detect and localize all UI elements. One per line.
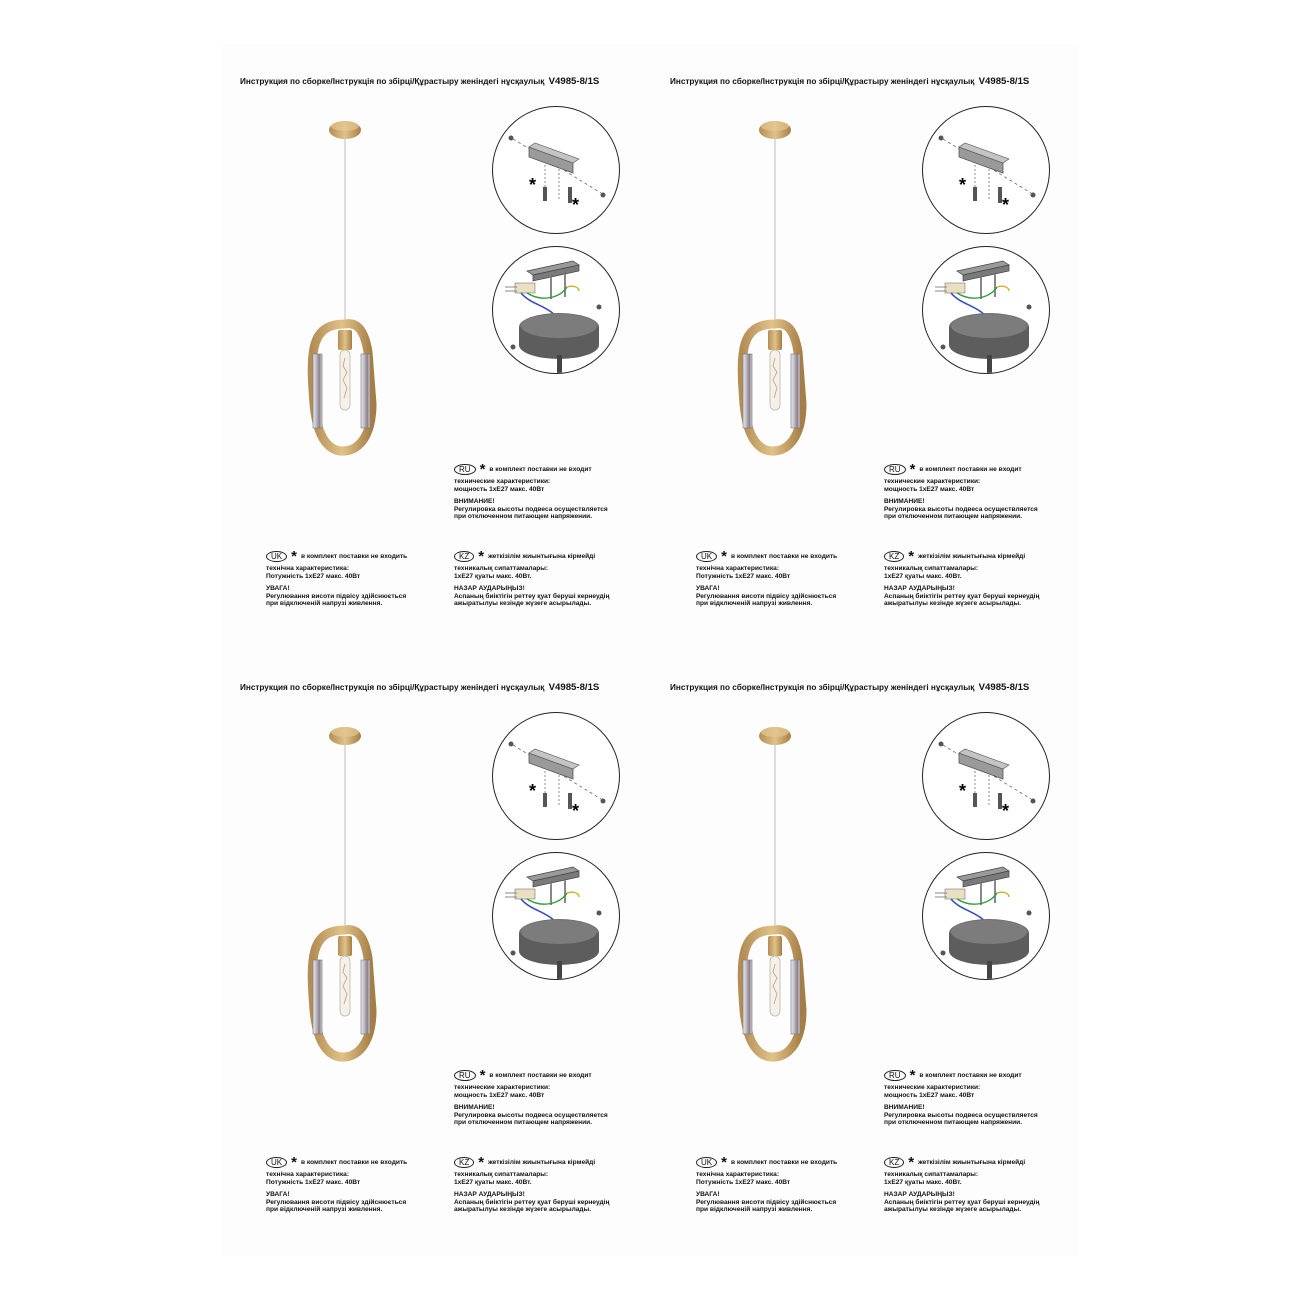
model-code: V4985-8/1S (978, 76, 1030, 87)
model-code: V4985-8/1S (548, 76, 600, 87)
star-marker: * (478, 1153, 485, 1171)
not-included-marker: * (959, 175, 967, 195)
uk-language-badge: UK (266, 1157, 287, 1168)
lamp-socket (338, 936, 352, 956)
ru-section (884, 1066, 1038, 1127)
instruction-panel-4 (652, 650, 1082, 1256)
model-code: V4985-8/1S (548, 682, 600, 693)
not-included-marker: * (1002, 801, 1010, 821)
uk-specs-label: технічна характеристика: (266, 1171, 350, 1178)
not-included-marker: * (529, 781, 537, 801)
kz-section (454, 1153, 610, 1214)
kz-section (884, 1153, 1040, 1214)
star-marker: * (291, 547, 297, 565)
mounting-bracket-diagram (922, 712, 1050, 840)
kz-specs-value: 1хЕ27 қуаты макс. 40Вт. (884, 1178, 962, 1186)
uk-warning-line: при відключеній напрузі живлення. (266, 1206, 383, 1214)
lamp-socket (768, 330, 782, 350)
star-marker: * (909, 460, 916, 478)
star-marker: * (908, 1153, 915, 1171)
bracket-screw (601, 799, 606, 804)
uk-warning-line: Регулювання висоти підвісу здійснюється (266, 1198, 407, 1206)
mounting-bracket-diagram (492, 106, 620, 234)
star-marker: * (721, 1153, 727, 1171)
uk-warning-line: при відключеній напрузі живлення. (696, 600, 813, 608)
ru-warning-title: ВНИМАНИЕ! (454, 498, 495, 506)
uk-warning-title: УВАГА! (696, 1191, 720, 1199)
uk-section (696, 547, 838, 608)
ru-not-included: в комплект поставки не входит (919, 1071, 1022, 1079)
star-marker: * (479, 1066, 486, 1084)
ru-section (454, 1066, 608, 1127)
ru-specs-label: технические характеристики: (884, 478, 981, 485)
pendant-lamp-illustration (302, 720, 402, 1070)
kz-specs-value: 1хЕ27 қуаты макс. 40Вт. (454, 1178, 532, 1186)
crystal-bar-left (743, 354, 752, 428)
terminal-block (945, 889, 965, 899)
uk-language-badge: UK (266, 551, 287, 562)
uk-warning-title: УВАГА! (266, 1191, 290, 1199)
uk-section (266, 1153, 408, 1214)
bracket-screw (601, 193, 606, 198)
uk-warning-title: УВАГА! (696, 585, 720, 593)
uk-not-included: в комплект поставки не входить (300, 1158, 408, 1166)
crystal-bar-left (313, 354, 322, 428)
model-code: V4985-8/1S (978, 682, 1030, 693)
ru-not-included: в комплект поставки не входит (489, 1071, 592, 1079)
bracket-screw (509, 136, 514, 141)
ru-specs-label: технические характеристики: (454, 478, 551, 485)
ru-warning-title: ВНИМАНИЕ! (454, 1104, 495, 1112)
uk-warning-line: при відключеній напрузі живлення. (696, 1206, 813, 1214)
uk-warning-line: при відключеній напрузі живлення. (266, 600, 383, 608)
kz-warning-line: Аспаның биіктігін реттеу қуат беруші кернеудің (454, 1198, 610, 1206)
mounting-bracket-diagram (922, 106, 1050, 234)
ru-warning-title: ВНИМАНИЕ! (884, 498, 925, 506)
pendant-lamp-illustration (302, 114, 402, 464)
bracket-screw (1031, 799, 1036, 804)
bracket-screw (1031, 193, 1036, 198)
wiring-diagram (492, 246, 620, 374)
uk-language-badge: UK (696, 1157, 717, 1168)
ru-warning-line: при отключенном питающем напряжении. (884, 513, 1023, 521)
lamp-socket (338, 330, 352, 350)
kz-language-badge: KZ (884, 1157, 904, 1168)
terminal-block (515, 283, 535, 293)
uk-specs-value: Потужність 1хЕ27 макс. 40Вт (696, 572, 791, 580)
star-marker: * (909, 1066, 916, 1084)
mounting-bracket-diagram (492, 712, 620, 840)
ru-warning-line: Регулировка высоты подвеса осуществляется (454, 1111, 608, 1119)
kz-warning-line: Аспаның биіктігін реттеу қуат беруші кернеудің (884, 1198, 1040, 1206)
instruction-panel-1 (222, 44, 652, 650)
kz-warning-line: ажыратылуы кезінде жүзеге асырылады. (454, 600, 592, 608)
anchor-screw (973, 187, 977, 201)
wiring-diagram (492, 852, 620, 980)
ru-section (884, 460, 1038, 521)
star-marker: * (479, 460, 486, 478)
uk-specs-label: технічна характеристика: (696, 565, 780, 572)
ru-specs-value: мощность 1хЕ27 макс. 40Вт (454, 1091, 545, 1099)
crystal-bar-right (791, 354, 800, 428)
title-text: Инструкция по сборке/Інструкція по збірці/Құрастыру женіндегі нұсқаулық (670, 683, 975, 692)
anchor-screw (543, 793, 547, 807)
uk-language-badge: UK (696, 551, 717, 562)
uk-specs-label: технічна характеристика: (696, 1171, 780, 1178)
anchor-screw (973, 793, 977, 807)
kz-warning-line: ажыратылуы кезінде жүзеге асырылады. (884, 1206, 1022, 1214)
lamp-socket (768, 936, 782, 956)
panel-title (240, 682, 599, 693)
uk-specs-label: технічна характеристика: (266, 565, 350, 572)
uk-specs-value: Потужність 1хЕ27 макс. 40Вт (266, 572, 361, 580)
kz-warning-title: НАЗАР АУДАРЫҢЫЗ! (454, 585, 525, 593)
ru-warning-line: при отключенном питающем напряжении. (884, 1119, 1023, 1127)
not-included-marker: * (959, 781, 967, 801)
kz-not-included: жеткізілім жиынтығына кірмейді (488, 1158, 596, 1166)
kz-specs-label: техникалық сипаттамалары: (884, 565, 979, 572)
uk-warning-title: УВАГА! (266, 585, 290, 593)
ru-warning-line: при отключенном питающем напряжении. (454, 1119, 593, 1127)
kz-warning-line: ажыратылуы кезінде жүзеге асырылады. (454, 1206, 592, 1214)
ru-warning-line: Регулировка высоты подвеса осуществляется (454, 505, 608, 513)
kz-warning-title: НАЗАР АУДАРЫҢЫЗ! (884, 1191, 955, 1199)
kz-language-badge: KZ (454, 1157, 474, 1168)
kz-warning-title: НАЗАР АУДАРЫҢЫЗ! (884, 585, 955, 593)
star-marker: * (291, 1153, 297, 1171)
uk-specs-value: Потужність 1хЕ27 макс. 40Вт (696, 1178, 791, 1186)
uk-warning-line: Регулювання висоти підвісу здійснюється (696, 592, 837, 600)
ru-language-badge: RU (454, 464, 476, 475)
ru-warning-line: при отключенном питающем напряжении. (454, 513, 593, 521)
bracket-screw (509, 742, 514, 747)
ru-specs-value: мощность 1хЕ27 макс. 40Вт (884, 1091, 975, 1099)
panel-title (670, 76, 1029, 87)
uk-warning-line: Регулювання висоти підвісу здійснюється (266, 592, 407, 600)
ru-specs-value: мощность 1хЕ27 макс. 40Вт (884, 485, 975, 493)
title-text: Инструкция по сборке/Інструкція по збірці/Құрастыру женіндегі нұсқаулық (670, 77, 975, 86)
instruction-panel-2 (652, 44, 1082, 650)
not-included-marker: * (529, 175, 537, 195)
uk-section (696, 1153, 838, 1214)
ru-warning-line: Регулировка высоты подвеса осуществляется (884, 1111, 1038, 1119)
kz-not-included: жеткізілім жиынтығына кірмейді (918, 1158, 1026, 1166)
not-included-marker: * (1002, 195, 1010, 215)
panel-title (670, 682, 1029, 693)
kz-language-badge: KZ (454, 551, 474, 562)
uk-section (266, 547, 408, 608)
panel-title (240, 76, 599, 87)
kz-specs-label: техникалық сипаттамалары: (454, 1171, 549, 1178)
bracket-screw (939, 136, 944, 141)
star-marker: * (721, 547, 727, 565)
ru-language-badge: RU (884, 464, 906, 475)
crystal-bar-right (791, 960, 800, 1034)
kz-warning-title: НАЗАР АУДАРЫҢЫЗ! (454, 1191, 525, 1199)
ru-language-badge: RU (884, 1070, 906, 1081)
pendant-lamp-illustration (732, 114, 832, 464)
crystal-bar-right (361, 960, 370, 1034)
kz-warning-line: Аспаның биіктігін реттеу қуат беруші кернеудің (454, 592, 610, 600)
title-text: Инструкция по сборке/Інструкція по збірці/Құрастыру женіндегі нұсқаулық (240, 683, 545, 692)
kz-not-included: жеткізілім жиынтығына кірмейді (488, 552, 596, 560)
kz-section (454, 547, 610, 608)
ru-not-included: в комплект поставки не входит (489, 465, 592, 473)
not-included-marker: * (572, 195, 580, 215)
crystal-bar-right (361, 354, 370, 428)
crystal-bar-left (313, 960, 322, 1034)
star-marker: * (478, 547, 485, 565)
terminal-block (945, 283, 965, 293)
ru-specs-value: мощность 1хЕ27 макс. 40Вт (454, 485, 545, 493)
kz-warning-line: Аспаның биіктігін реттеу қуат беруші кернеудің (884, 592, 1040, 600)
not-included-marker: * (572, 801, 580, 821)
kz-specs-label: техникалық сипаттамалары: (454, 565, 549, 572)
ru-specs-label: технические характеристики: (454, 1084, 551, 1091)
wiring-diagram (922, 852, 1050, 980)
pendant-lamp-illustration (732, 720, 832, 1070)
wiring-diagram (922, 246, 1050, 374)
title-text: Инструкция по сборке/Інструкція по збірці/Құрастыру женіндегі нұсқаулық (240, 77, 545, 86)
anchor-screw (543, 187, 547, 201)
kz-specs-label: техникалық сипаттамалары: (884, 1171, 979, 1178)
ru-specs-label: технические характеристики: (884, 1084, 981, 1091)
crystal-bar-left (743, 960, 752, 1034)
kz-specs-value: 1хЕ27 қуаты макс. 40Вт. (454, 572, 532, 580)
ru-section (454, 460, 608, 521)
terminal-block (515, 889, 535, 899)
star-marker: * (908, 547, 915, 565)
uk-not-included: в комплект поставки не входить (730, 552, 838, 560)
instruction-panel-3 (222, 650, 652, 1256)
ru-warning-title: ВНИМАНИЕ! (884, 1104, 925, 1112)
uk-not-included: в комплект поставки не входить (730, 1158, 838, 1166)
kz-warning-line: ажыратылуы кезінде жүзеге асырылады. (884, 600, 1022, 608)
kz-language-badge: KZ (884, 551, 904, 562)
bracket-screw (939, 742, 944, 747)
uk-warning-line: Регулювання висоти підвісу здійснюється (696, 1198, 837, 1206)
ru-language-badge: RU (454, 1070, 476, 1081)
ru-warning-line: Регулировка высоты подвеса осуществляется (884, 505, 1038, 513)
kz-specs-value: 1хЕ27 қуаты макс. 40Вт. (884, 572, 962, 580)
uk-not-included: в комплект поставки не входить (300, 552, 408, 560)
kz-section (884, 547, 1040, 608)
kz-not-included: жеткізілім жиынтығына кірмейді (918, 552, 1026, 560)
ru-not-included: в комплект поставки не входит (919, 465, 1022, 473)
uk-specs-value: Потужність 1хЕ27 макс. 40Вт (266, 1178, 361, 1186)
